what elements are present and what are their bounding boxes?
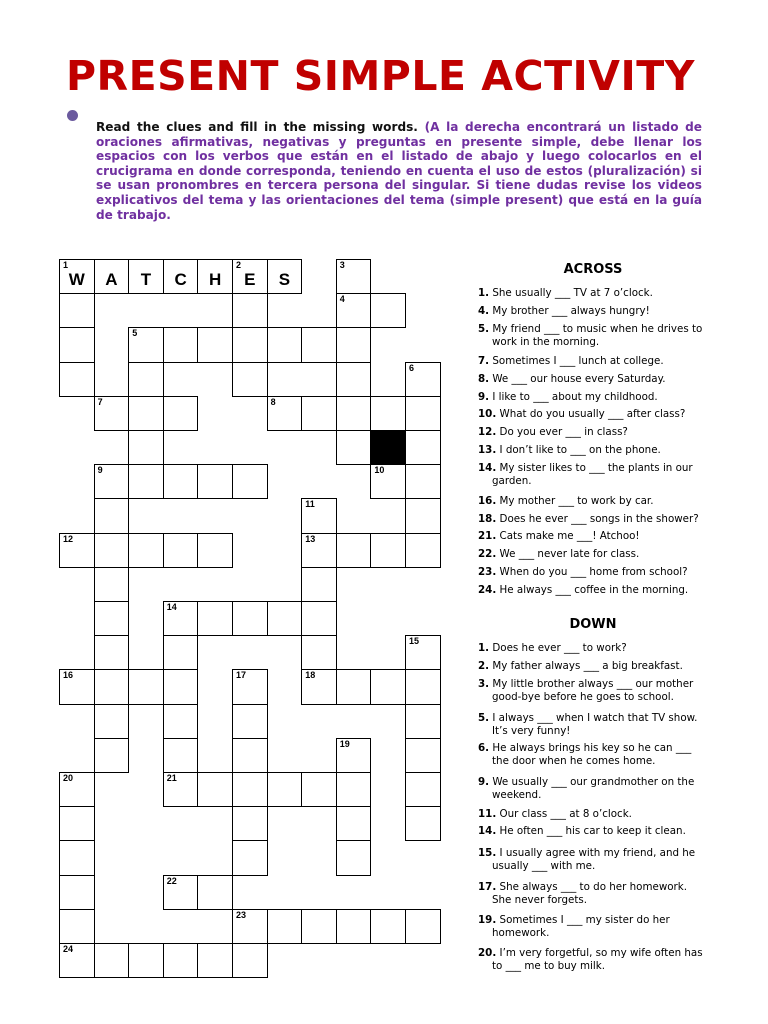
down-clue <box>478 776 708 802</box>
crossword-cell[interactable] <box>94 533 130 568</box>
clue-text: Does he ever ___ songs in the shower? <box>499 513 699 525</box>
crossword-cell[interactable] <box>94 498 130 533</box>
crossword-cell[interactable] <box>336 533 372 568</box>
crossword-cell[interactable] <box>232 327 268 362</box>
crossword-cell[interactable] <box>232 601 268 636</box>
clue-number: 8. <box>478 373 490 385</box>
clue-number: 7. <box>478 355 490 367</box>
clue-text: I always ___ when I watch that TV show. It’s very funny! <box>492 712 698 737</box>
crossword-cell[interactable] <box>163 259 199 294</box>
crossword-cell[interactable] <box>336 293 372 328</box>
clue-number: 24. <box>478 584 497 596</box>
clue-text: Does he ever ___ to work? <box>492 642 627 654</box>
crossword-cell[interactable] <box>232 772 268 807</box>
clue-number: 12. <box>478 426 497 438</box>
crossword-cell[interactable] <box>163 772 199 807</box>
crossword-cell[interactable] <box>163 943 199 978</box>
crossword-cell[interactable] <box>197 533 233 568</box>
crossword-cell[interactable] <box>197 464 233 499</box>
crossword-cell[interactable] <box>59 669 95 704</box>
crossword-cell[interactable] <box>336 362 372 397</box>
crossword-cell[interactable] <box>267 396 303 431</box>
crossword-cell[interactable] <box>94 943 130 978</box>
clue-number: 13. <box>478 444 497 456</box>
clue-number: 11 <box>305 499 315 510</box>
clue-number: 1. <box>478 287 490 299</box>
crossword-cell[interactable] <box>94 259 130 294</box>
crossword-cell[interactable] <box>128 943 164 978</box>
down-clue <box>478 914 708 940</box>
crossword-cell[interactable] <box>59 327 95 362</box>
clue-number: 14 <box>166 602 177 612</box>
crossword-cell[interactable] <box>405 704 441 739</box>
crossword-cell[interactable] <box>301 669 337 704</box>
crossword-cell[interactable] <box>163 635 199 670</box>
crossword-cell[interactable] <box>128 669 164 704</box>
clue-text: I usually agree with my friend, and he usually ___ with me. <box>492 847 696 872</box>
crossword-cell[interactable] <box>232 669 268 704</box>
clue-number: 10. <box>478 408 497 420</box>
crossword-cell[interactable] <box>301 909 337 944</box>
crossword-cell[interactable] <box>232 362 268 397</box>
across-clue <box>478 548 708 561</box>
crossword-cell[interactable] <box>301 327 337 362</box>
clue-text: We ___ never late for class. <box>499 548 640 560</box>
crossword-cell[interactable] <box>336 430 372 465</box>
clue-text: We ___ our house every Saturday. <box>492 373 666 385</box>
crossword-cell[interactable] <box>128 533 164 568</box>
crossword-cell[interactable] <box>405 464 441 499</box>
clue-number: 21. <box>478 530 497 542</box>
across-clue <box>478 530 708 543</box>
filled-letter: S <box>278 270 291 290</box>
crossword-cell[interactable] <box>370 396 406 431</box>
clue-text: He often ___ his car to keep it clean. <box>499 825 686 837</box>
filled-letter: C <box>174 270 187 290</box>
clue-number: 6. <box>478 742 490 754</box>
filled-letter: T <box>140 270 152 290</box>
clue-number: 3 <box>339 260 345 270</box>
across-clue <box>478 426 708 439</box>
crossword-cell[interactable] <box>336 909 372 944</box>
crossword-cell[interactable] <box>370 293 406 328</box>
clue-number: 17 <box>236 670 247 681</box>
instructions-spanish: (A la derecha encontrará un listado de oraciones afirmativas, negativas y preguntas en presente simple, debe llenar los espacios con los verbos que están en el listado de abajo y luego colocarlos en el crucigrama en donde corresponda, teniendo en cuenta el uso de estos (pluralización) si se usan pronombres en tercera persona del singular. Si tiene dudas revise los videos explicativos del tema y las orientaciones del tema (simple present) que está en la guía de trabajo. <box>96 120 703 222</box>
crossword-cell[interactable] <box>232 704 268 739</box>
crossword-cell[interactable] <box>197 327 233 362</box>
crossword-cell[interactable] <box>163 396 199 431</box>
clue-text: Our class ___ at 8 o’clock. <box>499 808 632 820</box>
clue-text: My mother ___ to work by car. <box>499 495 654 507</box>
clue-text: I like to ___ about my childhood. <box>492 391 658 403</box>
clue-number: 14. <box>478 825 497 837</box>
crossword-cell[interactable] <box>197 772 233 807</box>
across-clue <box>478 373 708 386</box>
crossword-cell[interactable] <box>94 567 130 602</box>
clue-number: 5 <box>132 328 138 339</box>
crossword-cell[interactable] <box>405 498 441 533</box>
crossword-cell[interactable] <box>94 738 130 773</box>
across-clue <box>478 305 708 318</box>
clue-text: My father always ___ a big breakfast. <box>492 660 683 672</box>
crossword-cell[interactable] <box>128 430 164 465</box>
crossword-cell[interactable] <box>232 909 268 944</box>
clue-text: He always brings his key so he can ___ the door when he comes home. <box>492 742 692 767</box>
crossword-cell[interactable] <box>59 875 95 910</box>
crossword-cell[interactable] <box>232 738 268 773</box>
crossword-cell[interactable] <box>370 669 406 704</box>
clue-number: 8 <box>270 396 276 407</box>
bullet-icon <box>67 110 78 121</box>
crossword-cell[interactable] <box>267 327 303 362</box>
crossword-cell[interactable] <box>59 943 95 978</box>
clue-number: 18 <box>305 670 316 681</box>
crossword-cell[interactable] <box>301 772 337 807</box>
crossword-cell[interactable] <box>336 840 372 875</box>
crossword-cell[interactable] <box>59 909 95 944</box>
across-clue <box>478 495 708 508</box>
crossword-cell[interactable] <box>405 430 441 465</box>
crossword-cell[interactable] <box>163 601 199 636</box>
crossword-cell[interactable] <box>232 464 268 499</box>
crossword-cell[interactable] <box>405 635 441 670</box>
clue-text: I don’t like to ___ on the phone. <box>499 444 661 456</box>
down-clue <box>478 642 708 655</box>
clue-number: 4 <box>339 294 345 305</box>
clue-text: Sometimes I ___ lunch at college. <box>492 355 664 367</box>
clue-number: 9. <box>478 776 490 788</box>
clue-text: My little brother always ___ our mother good-bye before he goes to school. <box>492 678 694 703</box>
crossword-cell[interactable] <box>94 464 130 499</box>
crossword-cell[interactable] <box>163 327 199 362</box>
clue-number: 12 <box>63 533 74 544</box>
crossword-cell[interactable] <box>163 875 199 910</box>
clue-number: 6 <box>409 362 415 373</box>
across-clue <box>478 566 708 579</box>
crossword-cell[interactable] <box>405 396 441 431</box>
crossword-cell[interactable] <box>128 327 164 362</box>
clue-text: My brother ___ always hungry! <box>492 305 650 317</box>
crossword-cell[interactable] <box>301 396 337 431</box>
crossword-cell[interactable] <box>336 772 372 807</box>
down-clue <box>478 678 708 704</box>
crossword-cell[interactable] <box>163 669 199 704</box>
crossword-cell[interactable] <box>336 669 372 704</box>
crossword-cell[interactable] <box>370 464 406 499</box>
crossword-cell[interactable] <box>405 669 441 704</box>
clue-number: 2 <box>236 260 242 270</box>
clue-number: 4. <box>478 305 490 317</box>
clue-number: 3. <box>478 678 490 690</box>
clue-number: 15. <box>478 847 497 859</box>
clue-number: 14. <box>478 462 497 474</box>
clue-number: 7 <box>97 396 103 407</box>
crossword-cell[interactable] <box>232 259 268 294</box>
crossword-cell[interactable] <box>232 840 268 875</box>
crossword-cell[interactable] <box>59 533 95 568</box>
clue-number: 23 <box>236 909 247 920</box>
crossword-cell[interactable] <box>94 396 130 431</box>
across-clue <box>478 513 708 526</box>
crossword-cell[interactable] <box>405 772 441 807</box>
crossword-cell[interactable] <box>301 635 337 670</box>
clue-number: 24 <box>63 944 74 954</box>
clue-number: 22. <box>478 548 497 560</box>
clue-number: 19. <box>478 914 497 926</box>
crossword-cell[interactable] <box>94 635 130 670</box>
crossword-cell[interactable] <box>163 533 199 568</box>
crossword-cell[interactable] <box>232 806 268 841</box>
clue-number: 23. <box>478 566 497 578</box>
clue-number: 11. <box>478 808 497 820</box>
filled-letter: H <box>209 270 222 290</box>
across-clue <box>478 584 708 597</box>
clue-number: 5. <box>478 323 490 335</box>
clue-number: 21 <box>166 773 177 783</box>
clue-text: Cats make me ___! Atchoo! <box>499 530 640 542</box>
clue-text: When do you ___ home from school? <box>499 566 688 578</box>
crossword-cell[interactable] <box>59 293 95 328</box>
crossword-cell[interactable] <box>336 806 372 841</box>
crossword-cell[interactable] <box>232 293 268 328</box>
crossword-cell[interactable] <box>163 738 199 773</box>
crossword-cell[interactable] <box>405 362 441 397</box>
clue-text: She always ___ to do her homework. She never forgets. <box>492 881 688 906</box>
crossword-cell[interactable] <box>59 259 95 294</box>
crossword-cell[interactable] <box>128 362 164 397</box>
down-clue <box>478 808 708 821</box>
clue-text: My sister likes to ___ the plants in our garden. <box>492 462 693 487</box>
down-clue <box>478 825 708 838</box>
clue-number: 20 <box>63 773 74 783</box>
crossword-cell[interactable] <box>197 601 233 636</box>
clue-number: 10 <box>374 465 385 476</box>
crossword-cell[interactable] <box>336 738 372 773</box>
clue-number: 16 <box>63 670 74 681</box>
crossword-cell[interactable] <box>59 840 95 875</box>
crossword-cell[interactable] <box>59 362 95 397</box>
crossword-cell[interactable] <box>197 259 233 294</box>
across-clue <box>478 287 708 300</box>
clue-number: 18. <box>478 513 497 525</box>
clue-text: He always ___ coffee in the morning. <box>499 584 689 596</box>
clue-number: 16. <box>478 495 497 507</box>
down-heading: DOWN <box>569 617 617 632</box>
down-clue <box>478 947 708 973</box>
crossword-cell[interactable] <box>267 601 303 636</box>
crossword-cell[interactable] <box>197 943 233 978</box>
crossword-cell[interactable] <box>197 875 233 910</box>
crossword-cell[interactable] <box>128 464 164 499</box>
crossword-cell[interactable] <box>301 533 337 568</box>
clue-number: 20. <box>478 947 497 959</box>
crossword-cell[interactable] <box>267 909 303 944</box>
clue-text: She usually ___ TV at 7 o’clock. <box>492 287 653 299</box>
across-clue <box>478 462 708 488</box>
down-clue <box>478 847 708 873</box>
crossword-cell[interactable] <box>336 396 372 431</box>
clue-number: 5. <box>478 712 490 724</box>
clue-number: 19 <box>339 738 350 749</box>
blocked-cell <box>370 430 406 465</box>
clue-text: I’m very forgetful, so my wife often has to ___ me to buy milk. <box>492 947 703 972</box>
clue-number: 13 <box>305 533 316 544</box>
clue-number: 9 <box>97 465 103 476</box>
page-title: PRESENT SIMPLE ACTIVITY <box>66 52 695 100</box>
crossword-cell[interactable] <box>59 772 95 807</box>
crossword-cell[interactable] <box>128 259 164 294</box>
clue-text: Sometimes I ___ my sister do her homework. <box>492 914 670 939</box>
filled-letter: A <box>105 270 118 290</box>
across-clue <box>478 408 708 421</box>
crossword-cell[interactable] <box>405 533 441 568</box>
crossword-cell[interactable] <box>336 327 372 362</box>
down-clue <box>478 881 708 907</box>
crossword-cell[interactable] <box>163 704 199 739</box>
filled-letter: E <box>244 270 256 290</box>
crossword-cell[interactable] <box>163 464 199 499</box>
clue-text: What do you usually ___ after class? <box>499 408 686 420</box>
crossword-cell[interactable] <box>370 533 406 568</box>
filled-letter: W <box>68 270 85 290</box>
down-clue <box>478 742 708 768</box>
crossword-cell[interactable] <box>94 669 130 704</box>
down-clue <box>478 660 708 673</box>
crossword-cell[interactable] <box>336 259 372 294</box>
clue-number: 22 <box>166 875 177 886</box>
crossword-cell[interactable] <box>405 738 441 773</box>
crossword-cell[interactable] <box>59 806 95 841</box>
across-clue <box>478 444 708 457</box>
crossword-cell[interactable] <box>301 567 337 602</box>
clue-text: My friend ___ to music when he drives to work in the morning. <box>492 323 703 348</box>
instructions-english: Read the clues and fill in the missing words. <box>96 120 418 134</box>
clue-number: 2. <box>478 660 490 672</box>
crossword-cell[interactable] <box>128 396 164 431</box>
clue-text: We usually ___ our grandmother on the weekend. <box>492 776 695 801</box>
across-clue <box>478 323 708 349</box>
down-clue <box>478 712 708 738</box>
crossword-cell[interactable] <box>94 601 130 636</box>
crossword-cell[interactable] <box>94 704 130 739</box>
across-heading: ACROSS <box>563 262 623 277</box>
across-clue <box>478 391 708 404</box>
crossword-cell[interactable] <box>370 909 406 944</box>
clue-number: 15 <box>409 636 420 647</box>
across-clue <box>478 355 708 368</box>
crossword-cell[interactable] <box>301 498 337 533</box>
crossword-cell[interactable] <box>301 601 337 636</box>
crossword-cell[interactable] <box>405 806 441 841</box>
crossword-cell[interactable] <box>405 909 441 944</box>
clue-text: Do you ever ___ in class? <box>499 426 628 438</box>
clue-number: 9. <box>478 391 490 403</box>
clue-number: 1 <box>63 260 69 270</box>
clue-number: 17. <box>478 881 497 893</box>
instructions <box>96 120 702 222</box>
crossword-cell[interactable] <box>267 772 303 807</box>
crossword-cell[interactable] <box>232 943 268 978</box>
clue-number: 1. <box>478 642 490 654</box>
crossword-cell[interactable] <box>267 259 303 294</box>
